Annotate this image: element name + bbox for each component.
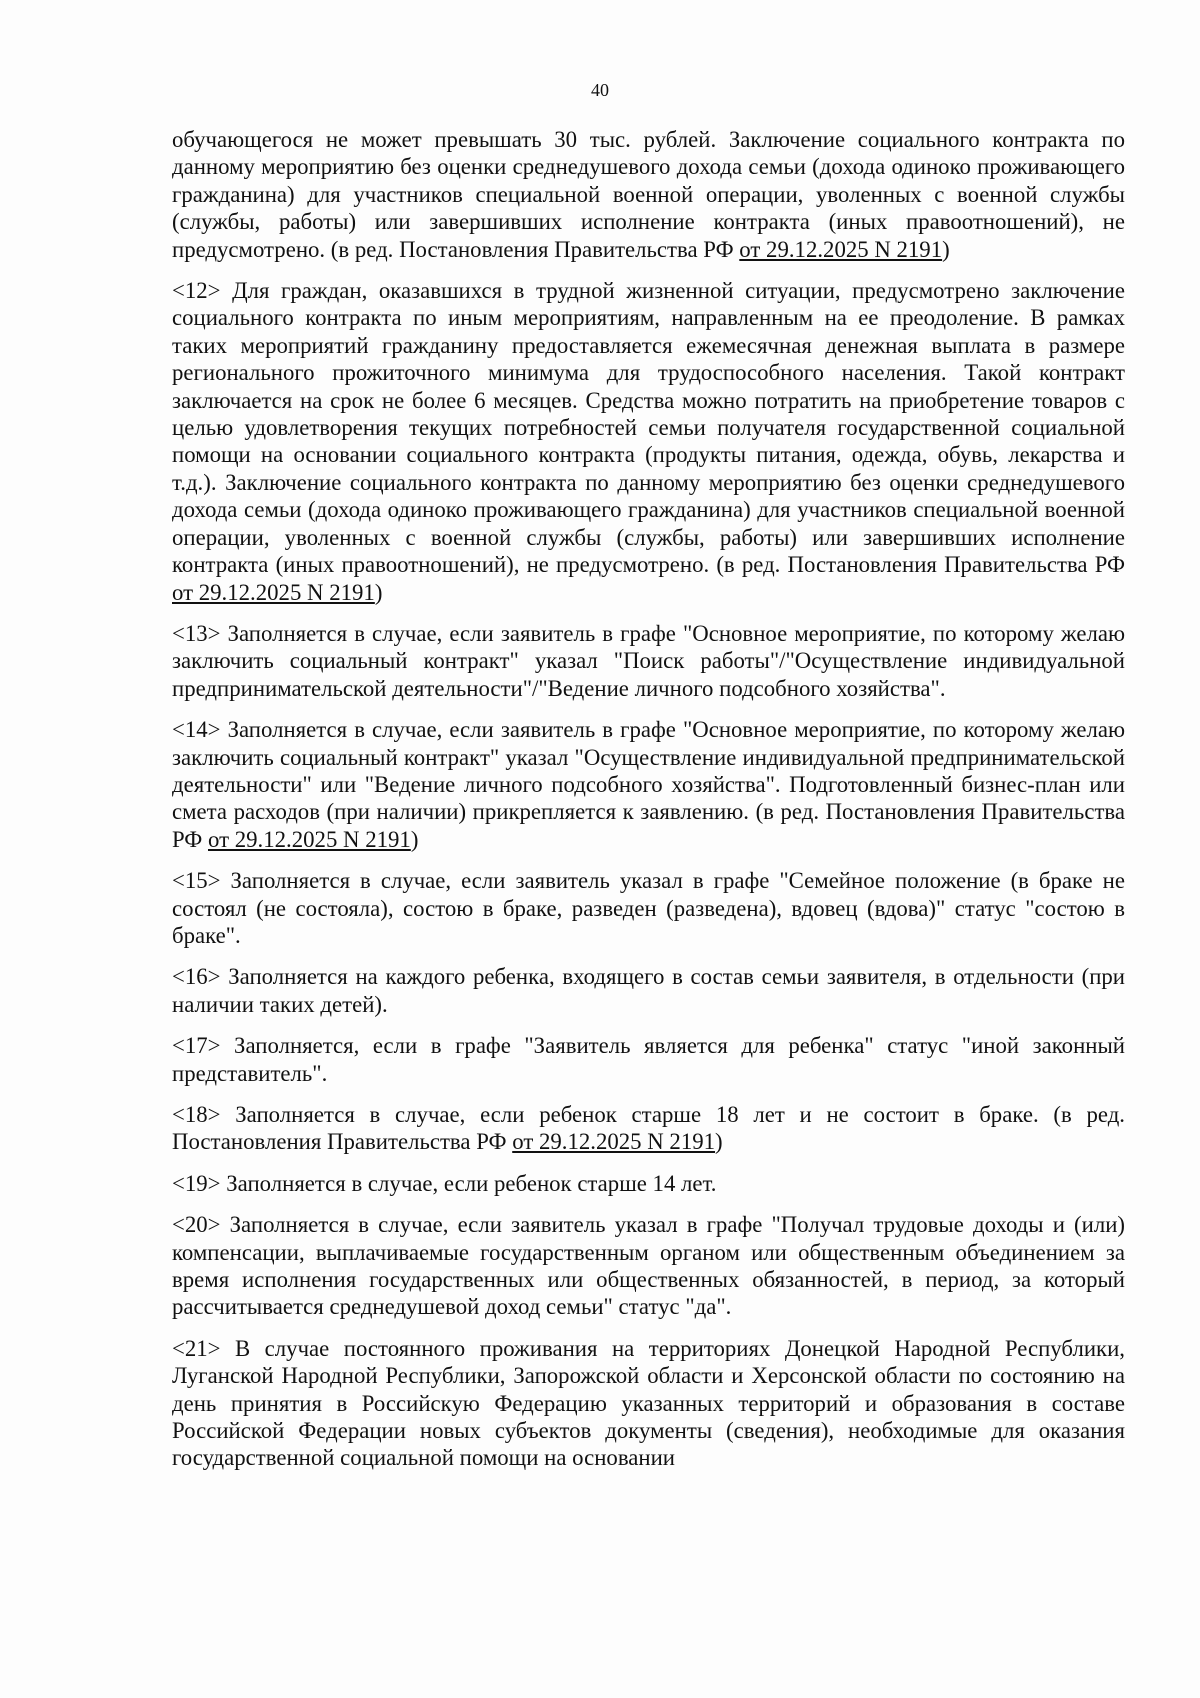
paragraph-text: <20> Заполняется в случае, если заявитель указал в графе "Получал трудовые доходы и (или) компенсации, выплачиваемые государственным органом или общественным объединением за время исполнения государственных или общественных обязанностей, в период, за который рассчитывается среднедушевой доход семьи" статус "да". xyxy=(172,1212,1125,1320)
paragraph-text: <12> Для граждан, оказавшихся в трудной жизненной ситуации, предусмотрено заключение социального контракта по иным мероприятиям, направленным на ее преодоление. В рамках таких мероприятий гражданину предоставляется ежемесячная денежная выплата в размере регионального прожиточного минимума для трудоспособного населения. Такой контракт заключается на срок не более 6 месяцев. Средства можно потратить на приобретение товаров с целью удовлетворения текущих потребностей семьи получателя государственной социальной помощи на основании социального контракта (продукты питания, одежда, обувь, лекарства и т.д.). Заключение социального контракта по данному мероприятию без оценки среднедушевого дохода семьи (дохода одиноко проживающего гражданина) для участников специальной военной операции, уволенных с военной службы (службы, работы) или завершивших исполнение контракта (иных правоотношений), не предусмотрено. (в ред. Постановления Правительства РФ xyxy=(172,278,1125,578)
footnote-paragraph xyxy=(172,1211,1125,1321)
paragraph-text-end: ) xyxy=(410,826,419,852)
document-body xyxy=(172,126,1125,1486)
amendment-link[interactable]: от 29.12.2025 N 2191 xyxy=(512,1129,716,1155)
paragraph-text: <14> Заполняется в случае, если заявитель в графе "Основное мероприятие, по которому желаю заключить социальный контракт" указал "Осуществление индивидуальной предпринимательской деятельности" или "Ведение личного подсобного хозяйства". Подготовленный бизнес-план или смета расходов (при наличии) прикрепляется к заявлению. (в ред. Постановления Правительства РФ xyxy=(172,717,1125,852)
paragraph-text: <13> Заполняется в случае, если заявитель в графе "Основное мероприятие, по которому желаю заключить социальный контракт" указал "Поиск работы"/"Осуществление индивидуальной предпринимательской деятельности"/"Ведение личного подсобного хозяйства". xyxy=(172,620,1125,701)
footnote-paragraph xyxy=(172,963,1125,1018)
paragraph-text: <18> Заполняется в случае, если ребенок старше 18 лет и не состоит в браке. (в ред. Постановления Правительства РФ xyxy=(172,1102,1125,1155)
amendment-link[interactable]: от 29.12.2025 N 2191 xyxy=(172,579,375,605)
footnote-paragraph xyxy=(172,126,1125,263)
amendment-link[interactable]: от 29.12.2025 N 2191 xyxy=(208,826,411,852)
footnote-paragraph xyxy=(172,620,1125,702)
footnote-paragraph xyxy=(172,1101,1125,1156)
paragraph-text: обучающегося не может превышать 30 тыс. рублей. Заключение социального контракта по данному мероприятию без оценки среднедушевого дохода семьи (дохода одиноко проживающего гражданина) для участников специальной военной операции, уволенных с военной службы (службы, работы) или завершивших исполнение контракта (иных правоотношений), не предусмотрено. (в ред. Постановления Правительства РФ xyxy=(172,127,1125,262)
footnote-paragraph xyxy=(172,1170,1125,1197)
footnote-paragraph xyxy=(172,1335,1125,1472)
paragraph-text-end: ) xyxy=(374,579,383,605)
paragraph-text: <19> Заполняется в случае, если ребенок старше 14 лет. xyxy=(172,1170,717,1196)
page-number: 40 xyxy=(591,80,609,100)
amendment-link[interactable]: от 29.12.2025 N 2191 xyxy=(739,236,943,262)
footnote-paragraph xyxy=(172,277,1125,606)
paragraph-text-end: ) xyxy=(715,1129,723,1155)
paragraph-text: <21> В случае постоянного проживания на территориях Донецкой Народной Республики, Луганской Народной Республики, Запорожской области и Херсонской области по состоянию на день принятия в Российскую Федерацию указанных территорий и образования в составе Российской Федерации новых субъектов документы (сведения), необходимые для оказания государственной социальной помощи на основании xyxy=(172,1335,1125,1471)
paragraph-text: <15> Заполняется в случае, если заявитель указал в графе "Семейное положение (в браке не состоял (не состояла), состою в браке, разведен (разведена), вдовец (вдова)" статус "состою в браке". xyxy=(172,868,1125,948)
footnote-paragraph xyxy=(172,716,1125,853)
paragraph-text: <17> Заполняется, если в графе "Заявитель является для ребенка" статус "иной законный представитель". xyxy=(172,1033,1125,1086)
paragraph-text: <16> Заполняется на каждого ребенка, входящего в состав семьи заявителя, в отдельности (при наличии таких детей). xyxy=(172,964,1125,1017)
paragraph-text-end: ) xyxy=(942,236,950,262)
footnote-paragraph xyxy=(172,867,1125,949)
footnote-paragraph xyxy=(172,1032,1125,1087)
